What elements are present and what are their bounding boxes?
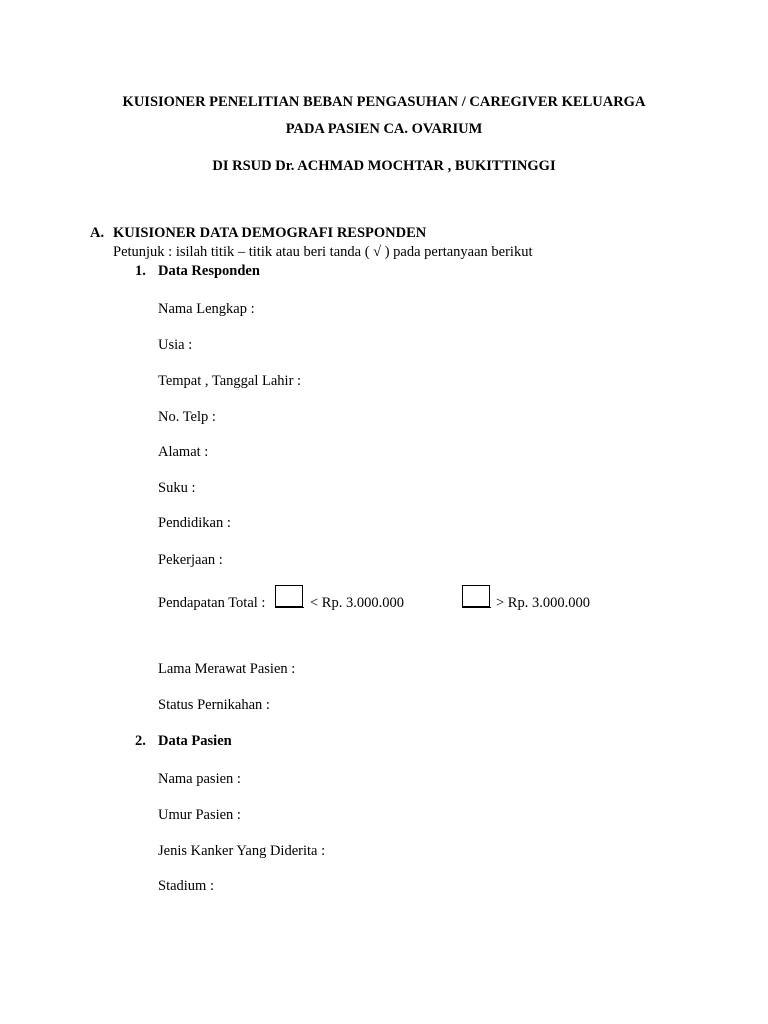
income-below-label: < Rp. 3.000.000 — [310, 595, 404, 611]
document-title-line-2: PADA PASIEN CA. OVARIUM — [285, 121, 483, 137]
section-a-instruction: Petunjuk : isilah titik – titik atau beri tanda ( √ ) pada pertanyaan berikut — [113, 244, 533, 260]
pasien-heading: Data Pasien — [158, 733, 232, 749]
field-pekerjaan: Pekerjaan : — [158, 552, 223, 568]
document-title-line-1: KUISIONER PENELITIAN BEBAN PENGASUHAN / CAREGIVER KELUARGA — [122, 94, 646, 110]
field-umur-pasien: Umur Pasien : — [158, 807, 241, 823]
field-no-telp: No. Telp : — [158, 409, 216, 425]
field-nama-pasien: Nama pasien : — [158, 771, 241, 787]
pasien-number: 2. — [135, 733, 146, 749]
field-pendidikan: Pendidikan : — [158, 515, 231, 531]
income-below-checkbox[interactable] — [275, 585, 303, 607]
income-below-checkbox-underline — [275, 607, 304, 608]
responden-heading: Data Responden — [158, 263, 260, 279]
field-stadium: Stadium : — [158, 878, 214, 894]
field-suku: Suku : — [158, 480, 196, 496]
section-a-marker: A. — [90, 225, 105, 241]
document-title-line-3: DI RSUD Dr. ACHMAD MOCHTAR , BUKITTINGGI — [212, 158, 556, 174]
field-alamat: Alamat : — [158, 444, 209, 460]
responden-number: 1. — [135, 263, 146, 279]
field-status-pernikahan: Status Pernikahan : — [158, 697, 270, 713]
field-lama-merawat-pasien: Lama Merawat Pasien : — [158, 661, 296, 677]
field-jenis-kanker: Jenis Kanker Yang Diderita : — [158, 843, 326, 859]
field-pendapatan-total: Pendapatan Total : — [158, 595, 266, 611]
field-tempat-tanggal-lahir: Tempat , Tanggal Lahir : — [158, 373, 302, 389]
income-above-checkbox[interactable] — [462, 585, 490, 607]
income-above-label: > Rp. 3.000.000 — [496, 595, 590, 611]
income-above-checkbox-underline — [462, 607, 491, 608]
field-usia: Usia : — [158, 337, 193, 353]
section-a-heading: KUISIONER DATA DEMOGRAFI RESPONDEN — [113, 225, 427, 241]
field-nama-lengkap: Nama Lengkap : — [158, 301, 255, 317]
